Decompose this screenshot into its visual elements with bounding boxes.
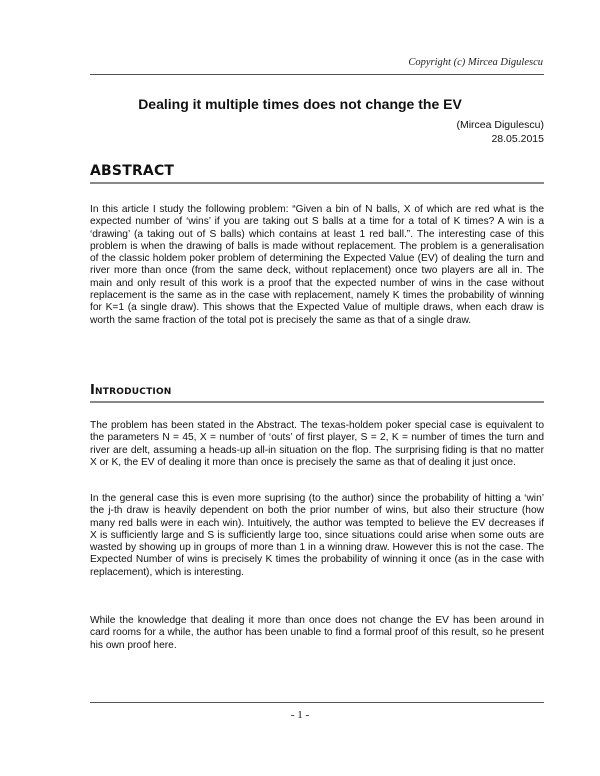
abstract-heading: ABSTRACT: [90, 163, 544, 184]
publication-date: 28.05.2015: [491, 133, 544, 145]
author-name: (Mircea Digulescu): [456, 119, 544, 131]
footer-rule: [90, 702, 544, 703]
header-rule: [90, 74, 544, 75]
introduction-heading: Introduction: [90, 383, 544, 403]
abstract-paragraph: In this article I study the following problem: “Given a bin of N balls, X of which are red what is the expected number of ‘wins’ if you are taking out S balls at a time for a total of K times? A win is a ‘drawing’ (a taking out of S balls) which contains at least 1 red ball.”. The interesting case of this problem is when the drawing of balls is made without replacement. The problem is a generalisation of the classic holdem poker problem of determining the Expected Value (EV) of dealing the turn and river more than once (from the same deck, without replacement) once two players are all in. The main and only result of this work is a proof that the expected number of wins in the case without replacement is the same as in the case with replacement, namely K times the probability of winning for K=1 (a single draw). This shows that the Expected Value of multiple draws, when each draw is worth the same fraction of the total pot is precisely the same as that of a single draw.: [90, 204, 544, 326]
introduction-paragraph-3: While the knowledge that dealing it more than once does not change the EV has been around in card rooms for a while, the author has been unable to find a formal proof of this result, so he present his own proof here.: [90, 615, 544, 651]
introduction-paragraph-1: The problem has been stated in the Abstract. The texas-holdem poker special case is equivalent to the parameters N = 45, X = number of ‘outs’ of first player, S = 2, K = number of times the turn and river are delt, assuming a heads-up all-in situation on the flop. The surprising fiding is that no matter X or K, the EV of dealing it more than once is precisely the same as that of dealing it just once.: [90, 420, 544, 468]
introduction-paragraph-2: In the general case this is even more suprising (to the author) since the probability of hitting a ‘win’ the j-th draw is heavily dependent on both the prior number of wins, but also their structure (how many red balls were in each win). Intuitively, the author was tempted to believe the EV decreases if X is sufficiently large and S is sufficiently large too, since situations could arise when some outs are wasted by showing up in groups of more than 1 in a winning draw. However this is not the case. The Expected Number of wins is precisely K times the probability of winning it once (as in the case with replacement), which is interesting.: [90, 493, 544, 578]
page-number: - 1 -: [290, 709, 310, 721]
copyright-notice: Copyright (c) Mircea Digulescu: [408, 57, 543, 68]
paper-title: Dealing it multiple times does not change the EV: [138, 96, 462, 112]
